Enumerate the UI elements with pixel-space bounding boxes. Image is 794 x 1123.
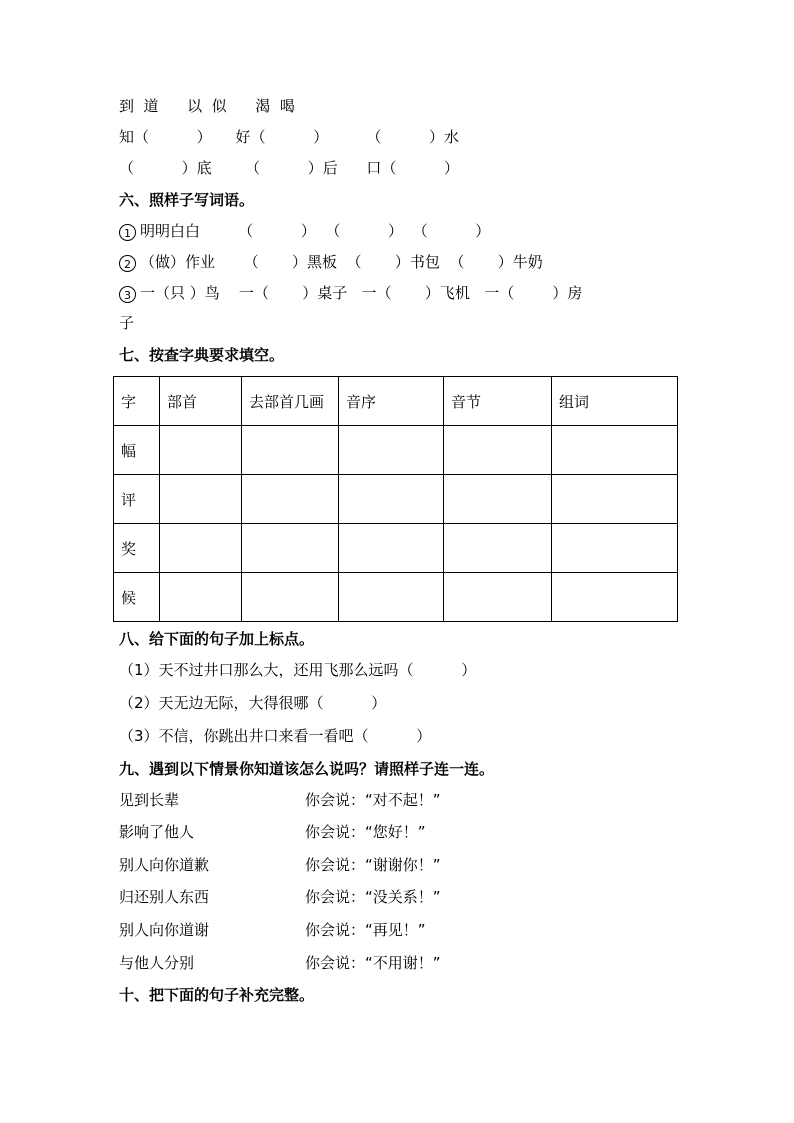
situation-item[interactable]: 与他人分别 xyxy=(119,954,195,972)
table-header: 组词 xyxy=(552,377,678,426)
blank-cell[interactable] xyxy=(444,475,552,524)
blank-cell[interactable] xyxy=(552,426,678,475)
table-header: 去部首几画 xyxy=(242,377,339,426)
table-header: 音序 xyxy=(339,377,444,426)
word-line-2: 知（ ） 好（ ） （ ）水 xyxy=(119,128,460,146)
circled-number: 2 xyxy=(119,255,136,272)
blank-cell[interactable] xyxy=(242,524,339,573)
table-header: 音节 xyxy=(444,377,552,426)
table-header: 字 xyxy=(114,377,160,426)
blank-cell[interactable] xyxy=(160,573,242,622)
section-6-row-text: 一（只 ）鸟 一（ ）桌子 一（ ）飞机 一（ ）房 xyxy=(140,284,583,302)
blank-cell[interactable] xyxy=(552,524,678,573)
blank-cell[interactable] xyxy=(339,524,444,573)
section-6-row-text: （做）作业 （ ）黑板 （ ）书包 （ ）牛奶 xyxy=(140,253,543,271)
situation-item[interactable]: 别人向你道歉 xyxy=(119,856,210,874)
blank-cell[interactable] xyxy=(339,426,444,475)
word-line-3: （ ）底 （ ）后 口（ ） xyxy=(119,159,460,177)
situation-item[interactable]: 影响了他人 xyxy=(119,823,195,841)
blank-cell[interactable] xyxy=(552,475,678,524)
blank-cell[interactable] xyxy=(552,573,678,622)
response-item[interactable]: 你会说：“不用谢！” xyxy=(305,954,441,972)
section-6-row-3 xyxy=(119,283,582,303)
circled-number: 3 xyxy=(119,286,136,303)
table-row xyxy=(114,524,678,573)
section-8-heading: 八、给下面的句子加上标点。 xyxy=(119,630,315,648)
table-row xyxy=(114,426,678,475)
dictionary-table xyxy=(113,376,678,622)
section-6-continuation: 子 xyxy=(119,314,135,332)
blank-cell[interactable] xyxy=(160,524,242,573)
situation-item[interactable]: 归还别人东西 xyxy=(119,888,210,906)
response-item[interactable]: 你会说：“谢谢你！” xyxy=(305,856,441,874)
blank-cell[interactable] xyxy=(339,573,444,622)
section-6-row-1 xyxy=(119,221,490,241)
punctuation-item-1: （1）天不过井口那么大，还用飞那么远吗（ ） xyxy=(119,661,477,679)
blank-cell[interactable] xyxy=(444,426,552,475)
response-item[interactable]: 你会说：“您好！” xyxy=(305,823,426,841)
situation-item[interactable]: 见到长辈 xyxy=(119,791,180,809)
table-char-cell: 奖 xyxy=(114,524,160,573)
blank-cell[interactable] xyxy=(242,573,339,622)
response-item[interactable]: 你会说：“没关系！” xyxy=(305,888,441,906)
section-9-heading: 九、遇到以下情景你知道该怎么说吗？请照样子连一连。 xyxy=(119,760,495,778)
blank-cell[interactable] xyxy=(444,524,552,573)
table-row xyxy=(114,573,678,622)
blank-cell[interactable] xyxy=(160,475,242,524)
table-char-cell: 评 xyxy=(114,475,160,524)
word-line-1: 到 道 以 似 渴 喝 xyxy=(119,97,295,115)
blank-cell[interactable] xyxy=(339,475,444,524)
blank-cell[interactable] xyxy=(242,475,339,524)
section-6-row-text: 明明白白 （ ） （ ） （ ） xyxy=(140,222,491,240)
situation-item[interactable]: 别人向你道谢 xyxy=(119,921,210,939)
table-row xyxy=(114,475,678,524)
blank-cell[interactable] xyxy=(444,573,552,622)
punctuation-item-3: （3）不信，你跳出井口来看一看吧（ ） xyxy=(119,727,432,745)
table-char-cell: 幅 xyxy=(114,426,160,475)
section-6-heading: 六、照样子写词语。 xyxy=(119,191,255,209)
table-header-row xyxy=(114,377,678,426)
blank-cell[interactable] xyxy=(242,426,339,475)
section-7-heading: 七、按查字典要求填空。 xyxy=(119,346,285,364)
punctuation-item-2: （2）天无边无际，大得很哪（ ） xyxy=(119,694,387,712)
response-item[interactable]: 你会说：“再见！” xyxy=(305,921,426,939)
circled-number: 1 xyxy=(119,224,136,241)
section-10-heading: 十、把下面的句子补充完整。 xyxy=(119,986,315,1004)
table-char-cell: 候 xyxy=(114,573,160,622)
response-item[interactable]: 你会说：“对不起！” xyxy=(305,791,441,809)
table-header: 部首 xyxy=(160,377,242,426)
section-6-row-2 xyxy=(119,252,543,272)
blank-cell[interactable] xyxy=(160,426,242,475)
